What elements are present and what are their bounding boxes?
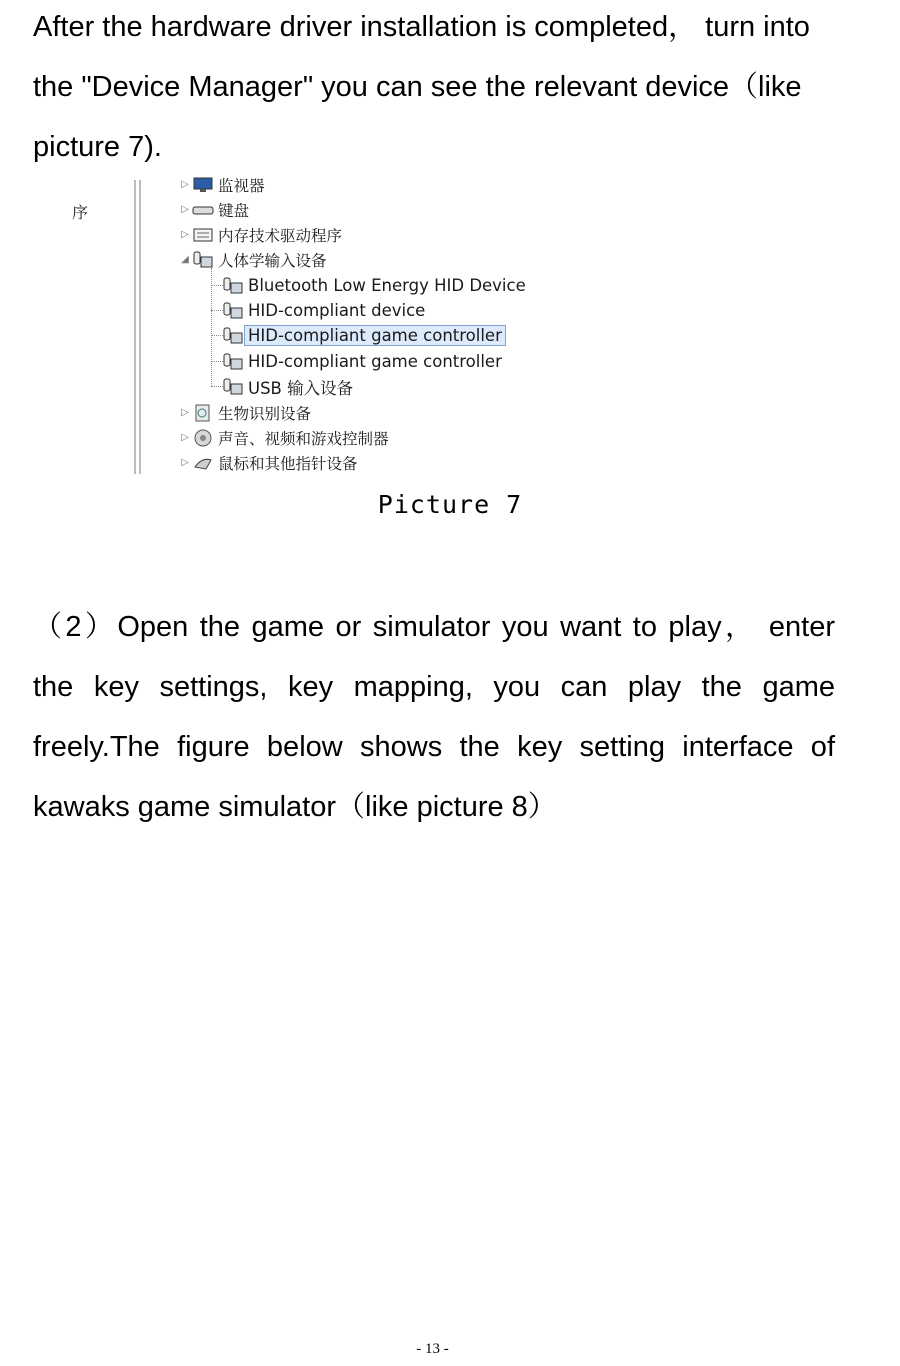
expand-arrow-icon[interactable]: ▷	[181, 457, 189, 468]
expand-arrow-icon[interactable]: ▷	[181, 179, 189, 190]
hid-icon	[192, 251, 214, 269]
tree-item-ble-hid[interactable]: Bluetooth Low Energy HID Device	[222, 273, 526, 298]
divider	[139, 180, 141, 474]
hid-icon	[222, 277, 244, 295]
tree-item-game-controller-selected[interactable]: HID-compliant game controller	[222, 323, 506, 348]
mouse-icon	[192, 454, 214, 472]
collapse-arrow-icon[interactable]: ◢	[181, 254, 189, 265]
tree-item-memory-tech[interactable]: ▷ 内存技术驱动程序	[178, 222, 342, 247]
step-2-paragraph: （2）Open the game or simulator you want to play， enter the key settings, key mapping, you can play the game freely.The figure below shows the key setting interface of kawaks game simulator（like picture 8）	[33, 611, 835, 823]
hid-icon	[222, 353, 244, 371]
keyboard-icon	[192, 201, 214, 219]
divider	[134, 180, 136, 474]
figure-caption: Picture 7	[377, 490, 523, 519]
monitor-icon	[192, 176, 214, 194]
tree-item-mice[interactable]: ▷ 鼠标和其他指针设备	[178, 450, 358, 474]
hid-icon	[222, 327, 244, 345]
expand-arrow-icon[interactable]: ▷	[181, 432, 189, 443]
speaker-icon	[192, 429, 214, 447]
page-number: - 13 -	[416, 1341, 449, 1357]
tree-item-monitors[interactable]: ▷ 监视器	[178, 176, 265, 197]
tree-item-hid-device[interactable]: HID-compliant device	[222, 298, 425, 323]
hid-icon	[222, 302, 244, 320]
tree-item-usb-input[interactable]: USB 输入设备	[222, 374, 353, 399]
fingerprint-icon	[192, 404, 214, 422]
tree-item-sound-video-game[interactable]: ▷ 声音、视频和游戏控制器	[178, 425, 389, 450]
device-manager-screenshot	[60, 176, 560, 474]
tree-item-hid[interactable]: ◢ 人体学输入设备	[178, 247, 327, 272]
intro-paragraph: After the hardware driver installation is completed， turn into the "Device Manager" you can see the relevant device（like picture 7).	[33, 11, 810, 163]
tree-item-game-controller[interactable]: HID-compliant game controller	[222, 349, 502, 374]
expand-arrow-icon[interactable]: ▷	[181, 407, 189, 418]
expand-arrow-icon[interactable]: ▷	[181, 229, 189, 240]
left-column-label: 序	[72, 203, 89, 222]
tree-item-biometric[interactable]: ▷ 生物识别设备	[178, 400, 311, 425]
memory-icon	[192, 226, 214, 244]
expand-arrow-icon[interactable]: ▷	[181, 204, 189, 215]
tree-item-keyboards[interactable]: ▷ 键盘	[178, 197, 249, 222]
hid-icon	[222, 378, 244, 396]
